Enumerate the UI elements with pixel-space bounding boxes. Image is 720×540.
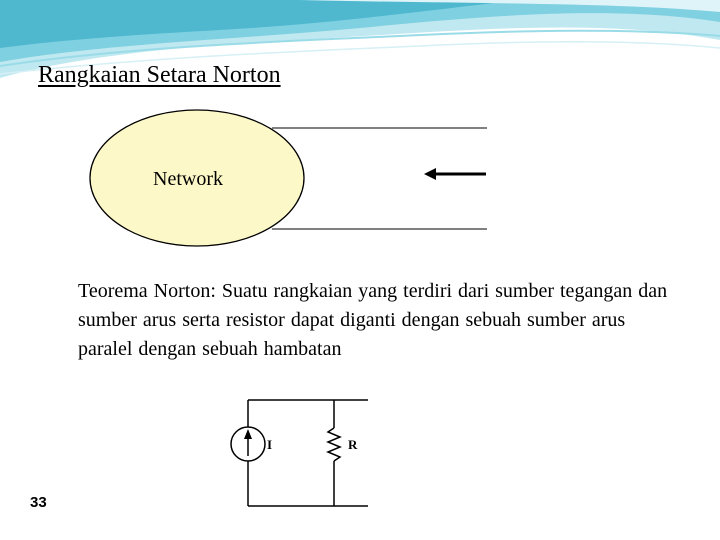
norton-circuit	[231, 400, 368, 506]
resistor-symbol	[328, 428, 340, 461]
current-source-arrow	[244, 429, 252, 439]
slide-number: 33	[30, 494, 47, 511]
network-label: Network	[153, 168, 223, 190]
theorem-statement: Teorema Norton: Suatu rangkaian yang terdiri dari sumber tegangan dan sumber arus serta resistor dapat diganti dengan sebuah sumber arus paralel dengan sebuah hambatan	[78, 280, 668, 360]
resistor-label: R	[348, 437, 358, 452]
network-block	[90, 110, 487, 246]
current-source-label: I	[267, 437, 273, 452]
current-arrow-head	[424, 168, 436, 180]
slide-title: Rangkaian Setara Norton	[38, 62, 281, 88]
